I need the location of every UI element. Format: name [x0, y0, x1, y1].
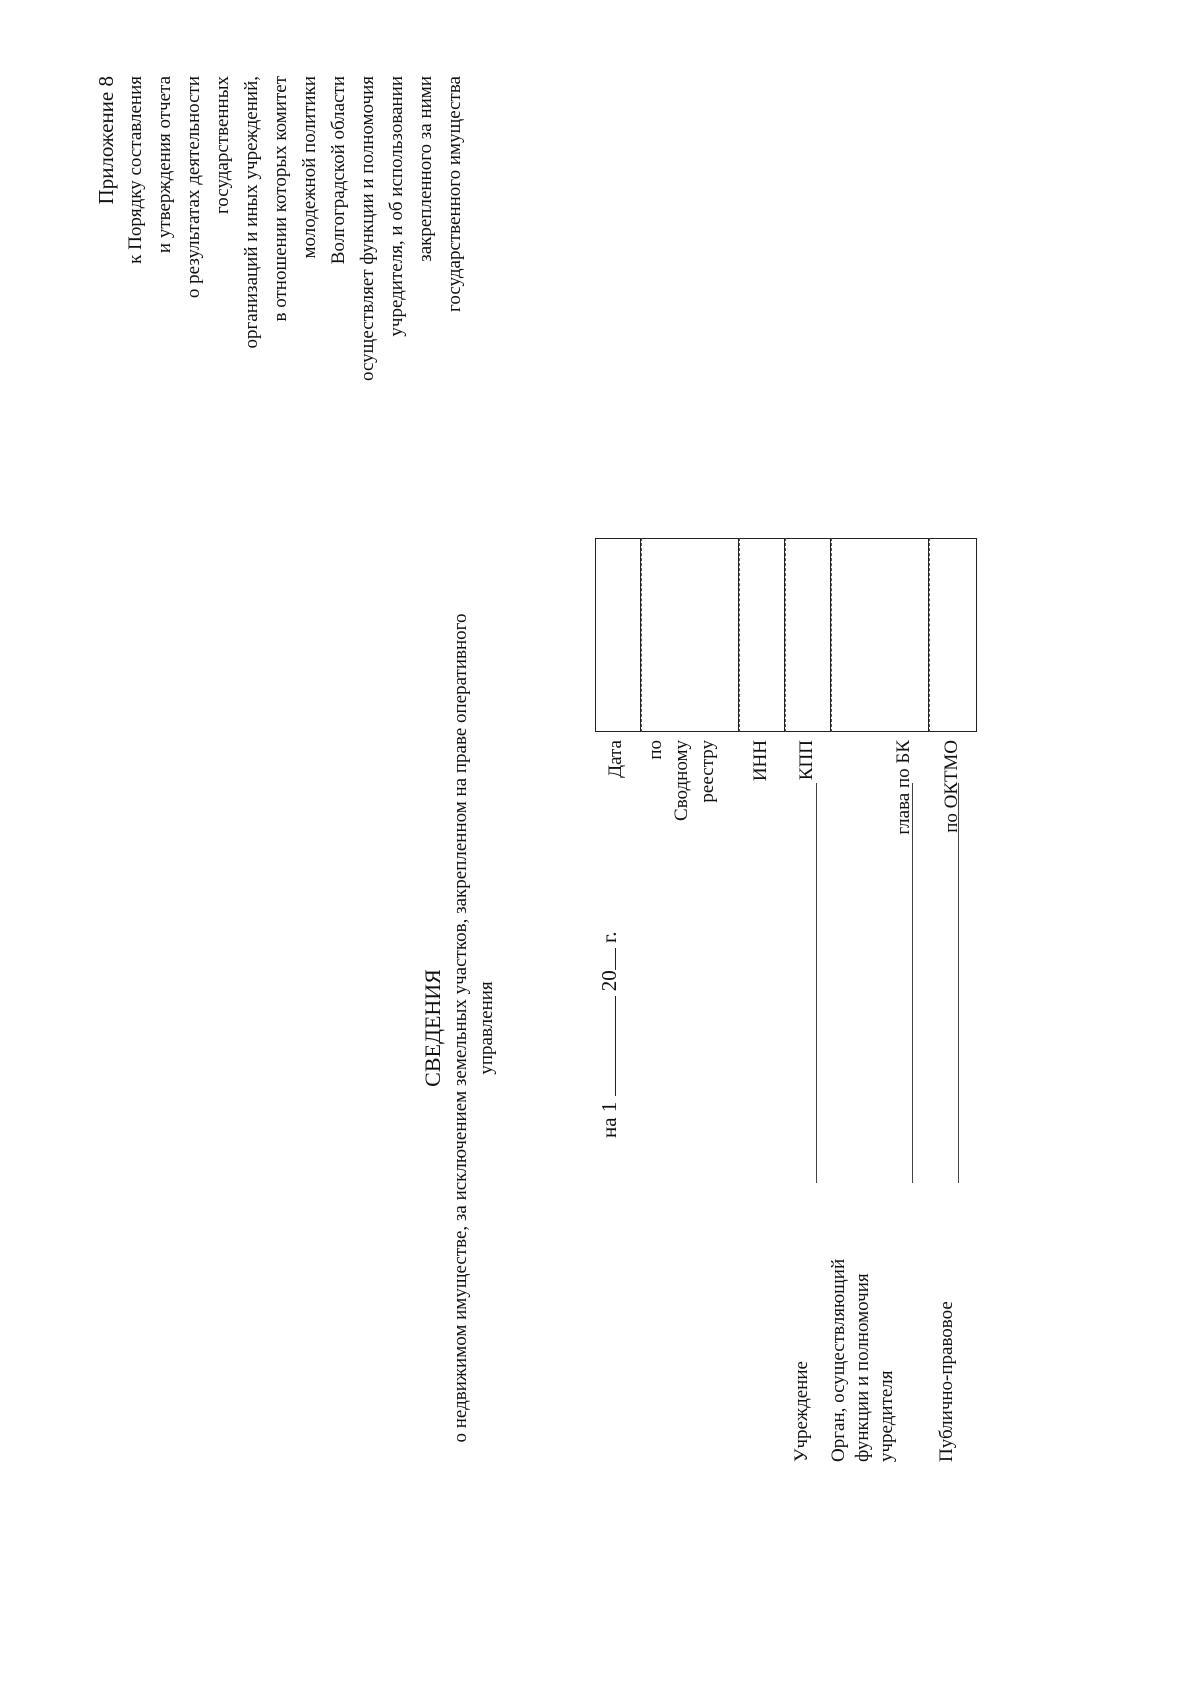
- title-heading: СВЕДЕНИЯ: [420, 969, 445, 1087]
- report-date-line: [595, 931, 622, 1138]
- date-blank-month: [595, 996, 616, 1096]
- code-label: КПП: [796, 740, 817, 781]
- code-label-line: по: [645, 740, 666, 760]
- appendix-line: учредителя, и об использовании: [386, 76, 407, 337]
- appendix-line: закрепленного за ними: [415, 76, 436, 262]
- date-prefix: на 1: [597, 1101, 621, 1138]
- code-cell[interactable]: [929, 538, 977, 732]
- appendix-line: Приложение 8: [94, 76, 118, 205]
- public-law-label: Публично-правовое: [936, 1301, 957, 1462]
- founder-label-line: учредителя: [876, 1370, 897, 1462]
- code-label: ИНН: [750, 740, 771, 782]
- appendix-line: организаций и иных учреждений,: [241, 76, 262, 349]
- founder-label-line: функции и полномочия: [852, 1273, 873, 1462]
- appendix-note: [92, 76, 469, 496]
- code-label: по ОКТМО: [941, 740, 962, 833]
- institution-label: Учреждение: [791, 1361, 812, 1462]
- code-cell[interactable]: [785, 538, 831, 732]
- code-label-line: реестру: [697, 740, 718, 803]
- appendix-line: Волгоградской области: [328, 76, 349, 265]
- code-label: Дата: [605, 740, 626, 778]
- code-cell[interactable]: [739, 538, 785, 732]
- code-label-line: Сводному: [671, 740, 692, 821]
- appendix-line: в отношении которых комитет: [270, 76, 291, 322]
- appendix-line: осуществляет функции и полномочия: [357, 76, 378, 381]
- date-year-prefix: 20: [597, 970, 621, 992]
- appendix-line: государственного имущества: [444, 76, 465, 312]
- title-subtitle: о недвижимом имуществе, за исключением земельных участков, закрепленном на праве оперативного управления: [450, 613, 497, 1443]
- code-cell[interactable]: [641, 538, 739, 732]
- codes-block: [595, 528, 1025, 928]
- document-title: [418, 468, 500, 1588]
- code-label: [643, 740, 721, 821]
- code-cell[interactable]: [595, 538, 641, 732]
- founder-label-line: Орган, осуществляющий: [828, 1258, 849, 1462]
- code-label: глава по БК: [893, 740, 914, 835]
- date-blank-year: [595, 948, 616, 970]
- founder-label: [827, 1162, 899, 1462]
- appendix-line: и утверждения отчета: [154, 76, 175, 254]
- appendix-line: государственных: [212, 76, 233, 215]
- code-cell[interactable]: [831, 538, 929, 732]
- appendix-line: к Порядку составления: [125, 76, 146, 264]
- appendix-line: молодежной политики: [299, 76, 320, 259]
- date-suffix: г.: [597, 931, 621, 943]
- appendix-line: о результатах деятельности: [183, 76, 204, 299]
